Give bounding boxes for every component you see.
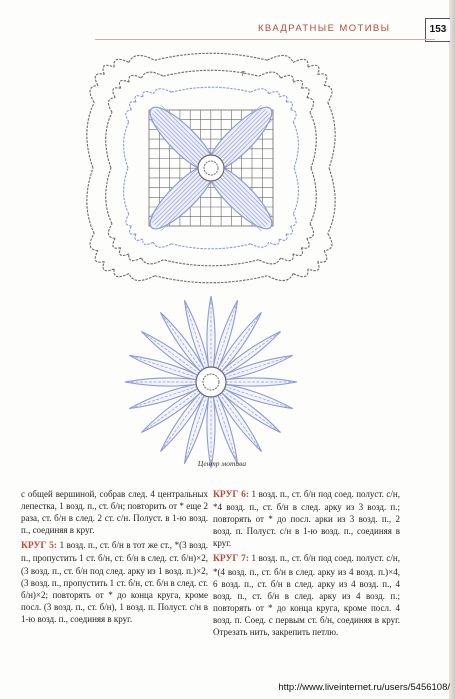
chain-loop <box>308 262 319 271</box>
round-marker-label: 7 <box>241 71 245 78</box>
chain-loop <box>293 168 298 214</box>
chain-loop <box>286 102 293 110</box>
diagram-caption: Центр мотива <box>197 459 247 468</box>
chain-loop <box>293 269 308 277</box>
chain-loop <box>129 75 142 82</box>
chain-loop <box>124 168 129 214</box>
chain-loop <box>129 102 136 110</box>
chain-loop <box>293 122 298 168</box>
chain-loop <box>171 244 250 249</box>
chain-loop <box>318 251 327 263</box>
text-column-left <box>21 488 208 625</box>
chain-loop <box>301 238 309 248</box>
chain-loop <box>90 233 98 250</box>
chain-loop <box>141 258 163 264</box>
chain-loop <box>286 226 293 234</box>
chain-loop <box>267 55 293 62</box>
chain-loop <box>291 110 297 122</box>
chain-loop <box>328 168 335 233</box>
chain-loop <box>310 112 316 168</box>
chain-loop <box>87 168 94 233</box>
chain-loop <box>155 53 268 60</box>
chain-loop <box>291 214 297 226</box>
chain-loop <box>251 89 269 94</box>
flower-petal <box>223 378 297 386</box>
chain-loop <box>310 168 316 224</box>
chain-loop <box>124 122 129 168</box>
chain-loop <box>153 242 171 247</box>
chain-loop <box>129 254 142 261</box>
round-7-paragraph <box>213 552 400 638</box>
chain-loop <box>108 224 115 239</box>
round-7-label: КРУГ 7: <box>213 554 250 565</box>
chain-loop <box>307 98 314 113</box>
text-column-right <box>213 488 400 638</box>
chain-loop <box>90 85 98 102</box>
flower-petal <box>125 378 199 386</box>
chain-loop <box>119 248 128 256</box>
chain-loop <box>307 224 314 239</box>
chain-loop <box>301 88 309 98</box>
chain-loop <box>293 80 302 88</box>
section-title: КВАДРАТНЫЕ МОТИВЫ <box>258 23 391 34</box>
chain-loop <box>126 214 132 226</box>
chain-loop <box>328 103 335 168</box>
round-6-paragraph <box>213 488 400 549</box>
chain-loop <box>269 239 279 245</box>
chain-loop <box>106 112 112 168</box>
round-5-label: КРУГ 5: <box>21 541 58 552</box>
chain-loop <box>324 85 332 102</box>
round-7-text: 1 возд. п., ст. б/н под соед. полуст. с/н, *(4 возд. п., ст. б/н в след. арку из 4 возд. п.)×4, 6 возд. п., ст. б/н в след. арку из 4 возд. п., 4 возд. п., ст. б/н в след. арку из 4 возд. п.; повторять от * до конца круга, кроме посл. 4 возд. п. Соед. с первым ст. б/н, соединяя в круг. Отрезать нить, закрепить петлю. <box>213 553 400 638</box>
square-motif-chart <box>87 53 335 282</box>
chain-loop <box>95 74 104 86</box>
chain-loop <box>279 234 287 241</box>
chain-loop <box>113 238 121 248</box>
chain-loop <box>324 233 332 250</box>
page-number: 153 <box>425 18 450 42</box>
chain-loop <box>87 103 94 168</box>
chain-loop <box>119 80 128 88</box>
flower-center-ring <box>196 367 226 397</box>
center-motif-chart <box>125 296 297 468</box>
chain-loop <box>281 75 294 82</box>
chain-loop <box>251 242 269 247</box>
chain-loop <box>114 269 129 277</box>
chain-loop <box>103 262 114 271</box>
chain-loop <box>318 74 327 86</box>
chain-loop <box>279 96 287 103</box>
chain-loop <box>129 55 155 62</box>
chain-loop <box>141 72 163 78</box>
chain-loop <box>269 91 279 97</box>
chain-loop <box>308 65 319 74</box>
chain-loop <box>129 273 155 280</box>
chain-loop <box>95 251 104 263</box>
chain-loop <box>259 72 281 78</box>
round-5-paragraph <box>21 539 208 625</box>
chain-loop <box>135 234 143 241</box>
chain-loop <box>106 168 112 224</box>
chain-loop <box>293 59 308 67</box>
chain-loop <box>259 258 281 264</box>
center-ring <box>198 155 224 181</box>
source-watermark: http://www.liveinternet.ru/users/5456108/ <box>278 682 450 693</box>
chain-loop <box>114 59 129 67</box>
chain-loop <box>143 91 153 97</box>
chain-loop <box>171 87 250 92</box>
continuation-paragraph: с общей вершиной, собрав след. 4 центральных лепестка, 1 возд. п., ст. б/н; повторить от * еще 2 раза, ст. б/н в след. 2 ст. с/н. Полуст. в 1-ю возд. п., соединяя в круг. <box>21 489 208 536</box>
chain-loop <box>281 254 294 261</box>
chain-loop <box>126 110 132 122</box>
chain-loop <box>267 273 293 280</box>
chain-loop <box>293 248 302 256</box>
flower-petal <box>207 296 215 370</box>
chain-loop <box>103 65 114 74</box>
chain-loop <box>108 98 115 113</box>
round-5-text: 1 возд. п., ст. б/н в тот же ст., *(3 возд. п., пропустить 1 ст. б/н, ст. б/н в след. ст. б/н)×2, (3 возд. п., ст. б/н под след. арку из 1 возд. п.)×2, (3 возд. п., пропустить 1 ст. б/н, ст. б/н в след. ст. б/н)×2; повторять от * до конца круга, кроме посл. (3 возд. п., ст. б/н), 1 возд. п. Полуст. с/н в 1-ю возд. п., соединяя в круг. <box>21 540 208 624</box>
chain-loop <box>163 260 258 266</box>
chain-loop <box>135 96 143 103</box>
flower-petal <box>207 394 215 468</box>
round-6-text: 1 возд. п., ст. б/н под соед. полуст. с/н, *4 возд. п., ст. б/н в след. арку из 3 возд. п.; повторять от * до посл. арки из 3 возд. п., 2 возд. п. Полуст. с/н в 1-ю возд. п., соединяя в круг. <box>213 489 400 549</box>
chain-loop <box>129 226 136 234</box>
chain-loop <box>153 89 171 94</box>
chain-loop <box>143 239 153 245</box>
chain-loop <box>155 276 268 283</box>
round-6-label: КРУГ 6: <box>213 490 250 500</box>
chain-loop <box>113 88 121 98</box>
